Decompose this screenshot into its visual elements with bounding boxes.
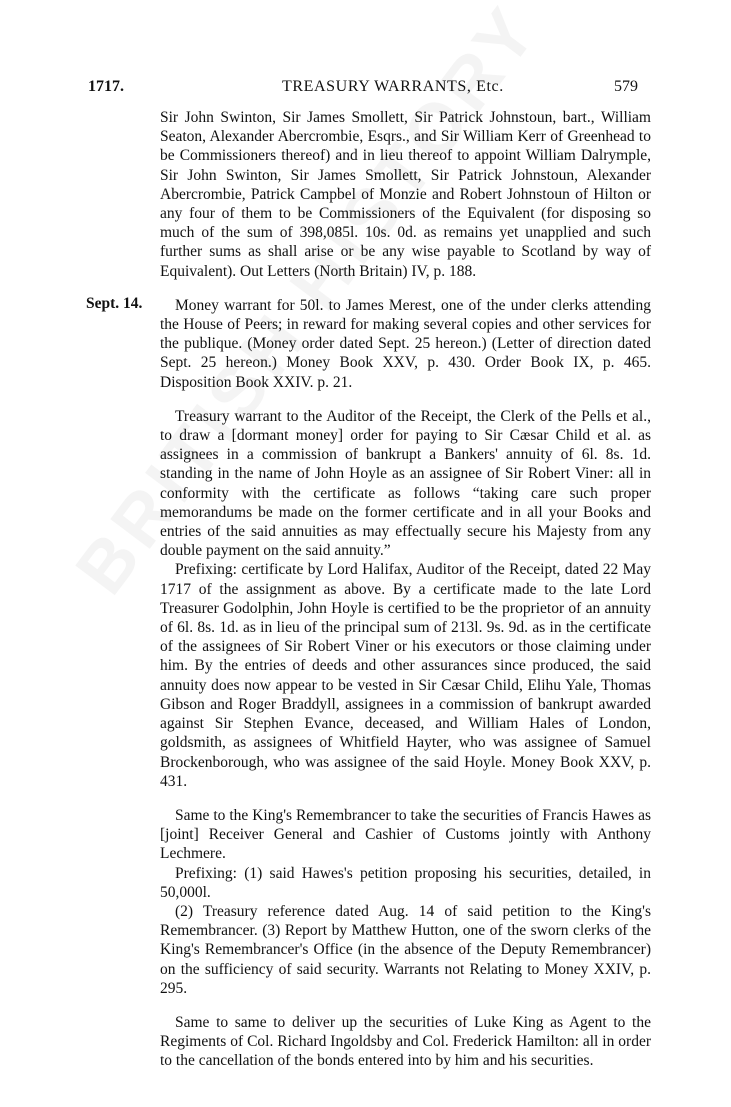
entry-paragraph: Prefixing: certificate by Lord Halifax, Auditor of the Receipt, dated 22 May 1717 of the assignment as above. By a certificate made to the late Lord Treasurer Godolphin, John Hoyle is certified to be the proprietor of an annuity of 6l. 8s. 1d. as in lieu of the principal sum of 213l. 9s. 9d. as in the certificate of the assignees of Sir Robert Viner or his executors or those claiming under him. By the entries of deeds and other assurances since produced, the said annuity does now appear to be vested in Sir Cæsar Child, Elihu Yale, Thomas Gibson and Roger Braddyll, assignees in a commission of bankrupt awarded against Sir Stephen Evance, deceased, and William Hales of London, goldsmith, as assignees of Whitfield Hayter, who was assignee of Samuel Brockenborough, who was assignee of the said Hoyle. Money Book XXV, p. 431. [160, 561, 651, 790]
entry-paragraph: (2) Treasury reference dated Aug. 14 of said petition to the King's Remembrancer. (3) Report by Matthew Hutton, one of the sworn clerks of the King's Remembrancer's Office (in the absence of the Deputy Remembrancer) on the sufficiency of said security. Warrants not Relating to Money XXIV, p. 295. [160, 902, 651, 997]
entry-paragraph: Money warrant for 50l. to James Merest, one of the under clerks attending the House of Peers; in reward for making several copies and other services for the publique. (Money order dated Sept. 25 hereon.) (Letter of direction dated Sept. 25 hereon.) Money Book XXV, p. 430. Order Book IX, p. 465. Disposition Book XXIV. p. 21. [160, 296, 651, 391]
entry-paragraph: Same to same to deliver up the securities of Luke King as Agent to the Regiments of Col. Richard Ingoldsby and Col. Frederick Hamilton: all in order to the cancellation of the bonds entered into by him and his securities. [160, 1013, 651, 1070]
entry-paragraph: Treasury warrant to the Auditor of the Receipt, the Clerk of the Pells et al., to draw a [dormant money] order for paying to Sir Cæsar Child et al. as assignees in a commission of bankrupt a Bankers' annuity of 6l. 8s. 1d. standing in the name of John Hoyle as an assignee of Sir Robert Viner: all in conformity with the certificate as follows “taking care such proper memorandums be made on the former certificate and in all your Books and entries of the said annuities as may effectually secure his Majesty from any double payment on the said annuity.” [160, 407, 651, 560]
entry-paragraph: Same to the King's Remembrancer to take the securities of Francis Hawes as [joint] Receiver General and Cashier of Customs jointly with Anthony Lechmere. [160, 806, 651, 863]
entry-paragraph: Prefixing: (1) said Hawes's petition proposing his securities, detailed, in 50,000l. [160, 864, 651, 901]
running-title: TREASURY WARRANTS, Etc. [282, 78, 504, 95]
entry-paragraph: Sir John Swinton, Sir James Smollett, Sir Patrick Johnstoun, bart., William Seaton, Alexander Abercrombie, Esqrs., and Sir William Kerr of Greenhead to be Commissioners thereof) and in lieu thereof to appoint William Dalrymple, Sir John Swinton, Sir James Smollett, Sir Patrick Johnstoun, Alexander Abercrombie, Patrick Campbel of Monzie and Robert Johnstoun of Hilton or any four of them to be Commissioners of the Equivalent (for disposing so much of the sum of 398,085l. 10s. 0d. as remains yet unapplied and such further sums as shall arise or be any wise payable to Scotland by way of Equivalent). Out Letters (North Britain) IV, p. 188. [160, 109, 651, 280]
body-text [160, 108, 651, 1071]
running-year: 1717. [88, 78, 124, 95]
page-number: 579 [614, 78, 638, 95]
margin-date-sept-14: Sept. 14. [86, 295, 143, 312]
